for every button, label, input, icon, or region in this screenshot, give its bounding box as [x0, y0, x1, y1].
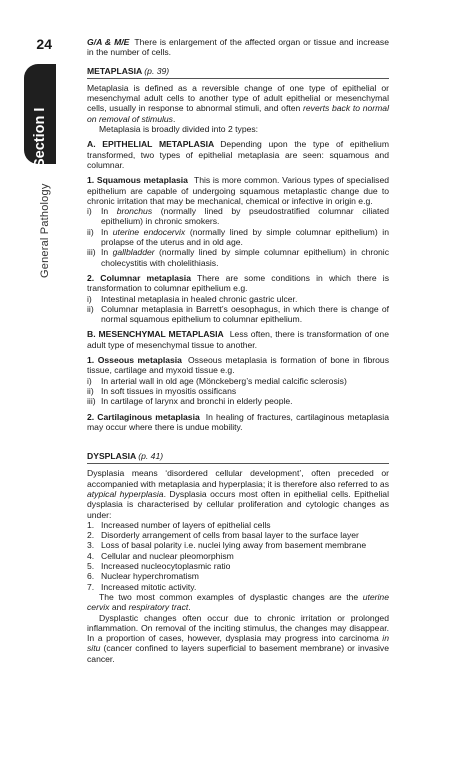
text-run-italic: atypical hyperplasia	[87, 488, 164, 499]
list-marker: iii)	[87, 247, 96, 258]
list-marker: ii)	[87, 303, 94, 314]
text-run: In	[101, 247, 113, 258]
list-text	[101, 227, 389, 248]
metaplasia-definition	[87, 83, 389, 124]
list-text: Nuclear hyperchromatism	[101, 571, 199, 582]
metaplasia-page-ref: (p. 39)	[144, 65, 170, 76]
columnar-metaplasia	[87, 273, 389, 294]
list-item	[87, 571, 389, 581]
text-run-italic: respiratory tract	[128, 602, 189, 613]
dysplasia-title: DYSPLASIA	[87, 451, 136, 462]
osseous-examples	[87, 376, 389, 407]
list-item	[87, 561, 389, 571]
list-marker: 1.	[87, 519, 95, 530]
cartilaginous-metaplasia-heading: 2. Cartilaginous metaplasia	[87, 411, 200, 422]
text-run: Osseous metaplasia is formation of bone in fibrous tissue, cartilage and myxoid tissue e.g.	[87, 355, 389, 376]
squamous-metaplasia	[87, 175, 389, 206]
metaplasia-types: Metaplasia is broadly divided into 2 types:	[99, 124, 259, 135]
text-run: The two most common examples of dysplastic changes are the	[99, 591, 363, 602]
list-text: In arterial wall in old age (Mönckeberg’s medial calcific sclerosis)	[101, 375, 347, 386]
text-run: (normally lined by simple columnar epithelium) in prolapse of the uterus and in old age.	[101, 226, 389, 248]
text-run-italic: uterine cervix	[87, 591, 389, 613]
text-run: .	[188, 602, 191, 613]
list-item	[87, 551, 389, 561]
list-text: Increased mitotic activity.	[101, 581, 197, 592]
list-marker: i)	[87, 375, 92, 386]
section-gap	[87, 437, 389, 443]
page-number: 24	[36, 36, 52, 52]
dysplasia-page-ref: (p. 41)	[138, 451, 164, 462]
list-item	[87, 582, 389, 592]
list-text	[101, 247, 389, 268]
dysplasia-features	[87, 520, 389, 592]
list-marker: iii)	[87, 396, 96, 407]
text-run: There are some conditions in which there is transformation to columnar epithelium e.g.	[87, 272, 389, 294]
columnar-metaplasia-heading: 2. Columnar metaplasia	[87, 272, 191, 283]
list-item	[87, 396, 389, 406]
list-item	[87, 304, 389, 325]
text-run-italic: in situ	[87, 633, 389, 654]
list-item	[87, 294, 389, 304]
list-text: Columnar metaplasia in Barrett’s oesophagus, in which there is change of normal squamous epithelium to columnar epithelium.	[101, 303, 389, 325]
columnar-examples	[87, 294, 389, 325]
list-marker: ii)	[87, 226, 94, 237]
list-marker: 7.	[87, 581, 95, 592]
metaplasia-title: METAPLASIA	[87, 65, 142, 76]
dysplasia-progression	[87, 613, 389, 664]
text-run: Depending upon the type of epithelium transformed, two types of epithelial metaplasia are seen: squamous and columnar.	[87, 139, 389, 170]
list-text: Loss of basal polarity i.e. nuclei lying away from basement membrane	[101, 540, 367, 551]
text-run-italic: reverts back to normal on removal of stimulus	[87, 103, 389, 124]
text-run: . Dysplasia occurs most often in epithelial cells. Epithelial dysplasia is characterised by cellular proliferation and cytologic changes as under:	[87, 488, 389, 520]
text-run: (cancer confined to layers superficial to basement membrane) or invasive cancer.	[87, 643, 389, 664]
gm-text: There is enlargement of the affected organ or tissue and increase in the number of cells.	[87, 37, 390, 58]
chapter-label: General Pathology	[39, 183, 51, 278]
text-run: In	[101, 206, 117, 217]
list-item	[87, 530, 389, 540]
gm-label: G/A & M/E	[87, 37, 130, 47]
list-marker: 6.	[87, 571, 95, 582]
list-text: Increased nucleocytoplasmic ratio	[101, 561, 231, 572]
list-text: Disorderly arrangement of cells from basal layer to the surface layer	[101, 530, 359, 541]
text-run: In	[101, 226, 113, 237]
epithelial-metaplasia-heading: A. EPITHELIAL METAPLASIA	[87, 139, 215, 150]
text-run: (normally lined by pseudostratified columnar ciliated epithelium) in chronic smokers.	[101, 206, 389, 227]
squamous-examples	[87, 206, 389, 268]
metaplasia-heading	[87, 66, 389, 79]
text-run: Less often, there is transformation of one adult type of mesenchymal tissue to another.	[87, 329, 389, 350]
cartilaginous-metaplasia	[87, 412, 389, 433]
dysplasia-examples	[87, 592, 389, 613]
list-text: In soft tissues in myositis ossificans	[101, 385, 237, 396]
dysplasia-heading	[87, 451, 389, 464]
osseous-metaplasia-heading: 1. Osseous metaplasia	[87, 355, 182, 366]
text-run: In healing of fractures, cartilaginous metaplasia may occur where there is undue mobility.	[87, 411, 389, 432]
text-run: (normally lined by simple columnar epithelium) in chronic cholecystitis with cholelithiasis.	[101, 247, 389, 268]
list-item	[87, 376, 389, 386]
list-text: Intestinal metaplasia in healed chronic gastric ulcer.	[101, 293, 298, 304]
text-run: and	[109, 602, 129, 613]
text-run-italic: uterine endocervix	[112, 226, 186, 237]
list-marker: 5.	[87, 561, 95, 572]
text-run-italic: bronchus	[116, 206, 153, 217]
squamous-metaplasia-heading: 1. Squamous metaplasia	[87, 175, 188, 186]
epithelial-metaplasia	[87, 139, 389, 170]
list-text: In cartilage of larynx and bronchi in elderly people.	[101, 396, 293, 407]
page-sidebar	[0, 0, 56, 763]
list-item	[87, 540, 389, 550]
page-content	[87, 37, 389, 664]
list-marker: i)	[87, 293, 92, 304]
list-text	[101, 206, 389, 227]
mesenchymal-metaplasia-heading: B. MESENCHYMAL METAPLASIA	[87, 329, 224, 340]
list-item	[87, 386, 389, 396]
text-run: Dysplastic changes often occur due to chronic irritation or prolonged inflammation. On removal of the inciting stimulus, the changes may disappear. In a proportion of cases, however, dysplasia may progress into carcinoma	[87, 612, 389, 644]
list-marker: 4.	[87, 550, 95, 561]
text-run: Metaplasia is defined as a reversible change of one type of epithelial or mesenchymal adult cells to another type of adult epithelial or mesenchymal cells, usually in response to abnormal stimuli, and often	[87, 82, 389, 114]
section-tab-label	[28, 144, 52, 168]
list-item	[87, 227, 389, 248]
mesenchymal-metaplasia	[87, 329, 389, 350]
list-text: Cellular and nuclear pleomorphism	[101, 550, 234, 561]
list-marker: 2.	[87, 530, 95, 541]
text-run: Dysplasia means ‘disordered cellular development’, often preceded or accompanied with metaplasia and hyperplasia; it is therefore also referred to as	[87, 468, 389, 489]
list-text: Increased number of layers of epithelial cells	[101, 519, 271, 530]
list-marker: 3.	[87, 540, 95, 551]
text-run: This is more common. Various types of specialised epithelium are capable of undergoing squamous metaplastic change due to chronic irritation that may be mechanical, chemical or infective in origin e.g.	[87, 175, 390, 206]
list-marker: i)	[87, 206, 92, 217]
osseous-metaplasia	[87, 355, 389, 376]
list-item	[87, 206, 389, 227]
list-item	[87, 247, 389, 268]
dysplasia-definition	[87, 468, 389, 519]
text-run: .	[172, 113, 176, 124]
text-run-italic: gallbladder	[112, 247, 155, 258]
gross-microscopic-note	[87, 37, 389, 58]
list-item	[87, 520, 389, 530]
list-marker: ii)	[87, 385, 94, 396]
